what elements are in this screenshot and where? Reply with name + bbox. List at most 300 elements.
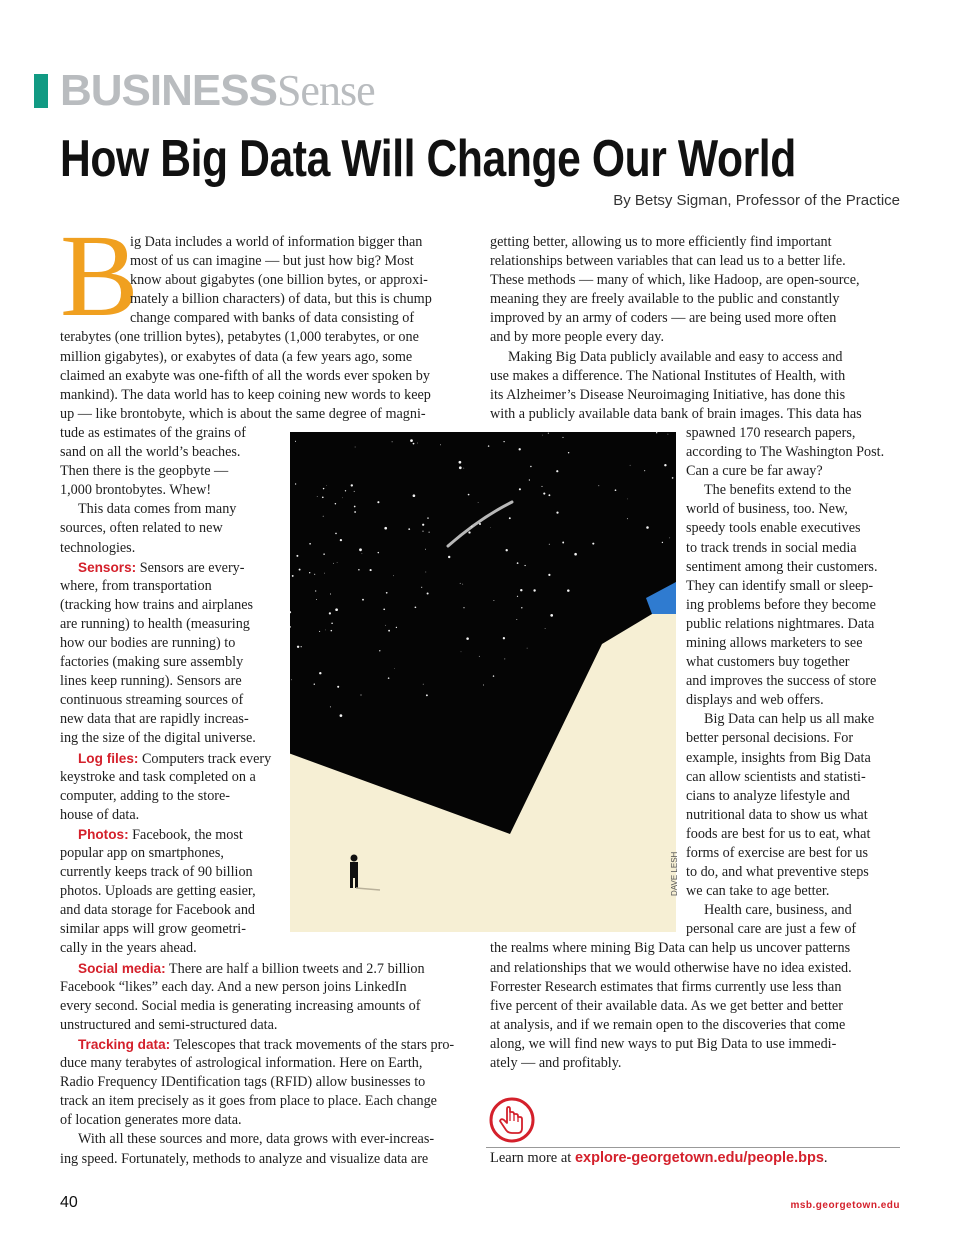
star — [548, 574, 550, 576]
line-text: meaning they are freely available to the public and constantly — [490, 291, 840, 308]
line-text: Telescopes that track movements of the stars pro- — [170, 1036, 455, 1053]
star — [295, 483, 296, 484]
line-text: Health care, business, and — [704, 902, 852, 919]
star — [314, 574, 315, 575]
star — [297, 646, 299, 648]
text-line — [686, 844, 902, 863]
text-line — [686, 920, 902, 939]
star — [479, 523, 481, 525]
star — [556, 512, 558, 514]
star — [574, 553, 577, 556]
text-line — [60, 1016, 470, 1035]
star — [468, 531, 470, 533]
line-text: Computers track every — [138, 750, 272, 767]
text-line — [686, 519, 902, 538]
star — [296, 555, 298, 557]
keyword-label: Log files: — [78, 750, 139, 766]
star — [459, 466, 462, 469]
line-text: These methods — many of which, like Hadoop, are open-source, — [490, 272, 860, 289]
line-text: of location generates more data. — [60, 1112, 242, 1129]
line-text: There are half a billion tweets and 2.7 billion — [165, 960, 425, 977]
star — [426, 694, 428, 696]
line-text: similar apps will grow geometri- — [60, 921, 246, 938]
line-text: world of business, too. New, — [686, 501, 848, 518]
line-text: and relationships that we would otherwise have no idea existed. — [490, 959, 852, 976]
star — [425, 549, 426, 550]
star — [292, 575, 294, 577]
star — [667, 434, 668, 435]
text-line — [686, 787, 902, 806]
text-line — [130, 271, 470, 290]
line-text: are running) to health (measuring — [60, 615, 250, 632]
text-line — [60, 1150, 470, 1169]
line-text: displays and web offers. — [686, 692, 824, 709]
line-text: Radio Frequency IDentification tags (RFID) allow businesses to — [60, 1074, 426, 1091]
star — [550, 614, 553, 617]
line-text: ately — and profitably. — [490, 1055, 622, 1072]
pointing-hand-icon — [489, 1097, 535, 1143]
text-line — [686, 462, 902, 481]
text-line — [490, 405, 902, 424]
star — [556, 470, 558, 472]
line-text: continuous streaming sources of — [60, 692, 244, 709]
star — [354, 491, 355, 492]
line-text: and improves the success of store — [686, 673, 877, 690]
star — [291, 679, 292, 680]
line-text: new data that are rapidly increas- — [60, 711, 249, 728]
star — [337, 562, 338, 563]
star — [483, 685, 484, 686]
line-text: This data comes from many — [78, 501, 237, 518]
text-line — [490, 386, 902, 405]
line-text: factories (making sure assembly — [60, 654, 244, 671]
text-line — [686, 672, 902, 691]
text-line — [686, 901, 902, 920]
text-line — [686, 481, 902, 500]
star — [358, 569, 360, 571]
line-text: They can identify small or sleep- — [686, 577, 874, 594]
line-text: With all these sources and more, data grows with ever-increas- — [78, 1131, 435, 1148]
text-line — [60, 1111, 470, 1130]
text-line — [686, 424, 902, 443]
star — [377, 501, 379, 503]
star — [533, 589, 535, 591]
text-line — [60, 1054, 470, 1073]
text-line — [686, 443, 902, 462]
star — [440, 444, 441, 445]
star — [460, 583, 461, 584]
line-text: improved by an army of coders — are being used more often — [490, 310, 837, 327]
star — [468, 494, 470, 496]
star — [567, 589, 570, 592]
line-text: Then there is the geopbyte — — [60, 463, 229, 480]
line-text: personal care are just a few of — [686, 921, 857, 938]
star — [545, 628, 546, 629]
star — [520, 589, 522, 591]
star — [325, 630, 326, 631]
line-text: forms of exercise are best for us — [686, 845, 868, 861]
star — [317, 496, 318, 497]
star — [388, 677, 390, 679]
star — [378, 552, 379, 553]
line-text: can allow scientists and statisti- — [686, 768, 866, 785]
text-line — [490, 290, 902, 309]
line-text: and data storage for Facebook and — [60, 902, 256, 919]
line-text: sources, often related to new — [60, 520, 223, 537]
star — [519, 488, 521, 490]
line-text: sentiment among their customers. — [686, 558, 878, 575]
line-text: 1,000 brontobytes. Whew! — [60, 482, 212, 499]
line-text: house of data. — [60, 806, 140, 823]
line-text: what customers buy together — [686, 654, 850, 671]
line-text: Facebook “likes” each day. And a new person joins LinkedIn — [60, 978, 407, 995]
star — [326, 485, 327, 486]
star — [417, 443, 418, 444]
line-text: change compared with banks of data consisting of — [130, 310, 415, 327]
star — [386, 592, 388, 594]
star — [408, 528, 410, 530]
text-line — [686, 577, 902, 596]
star — [493, 675, 494, 676]
line-text: up — like brontobyte, which is about the same degree of magni- — [60, 405, 426, 422]
line-text: along, we will find new ways to put Big Data to use immedi- — [490, 1035, 837, 1052]
star — [422, 524, 424, 526]
text-line — [60, 978, 470, 997]
star — [355, 447, 356, 448]
line-text: five percent of their available data. As we get better and better — [490, 997, 843, 1014]
star — [422, 531, 423, 532]
star — [362, 553, 363, 554]
text-line — [686, 863, 902, 882]
star — [490, 527, 491, 528]
star — [524, 565, 525, 566]
star — [379, 650, 380, 651]
line-text: Big Data can help us all make — [704, 711, 875, 728]
byline: By Betsy Sigman, Professor of the Practice — [613, 192, 900, 209]
line-text: with a publicly available data bank of brain images. This data has — [490, 405, 862, 422]
star — [630, 465, 631, 466]
star — [562, 542, 564, 544]
star — [506, 549, 508, 551]
line-text: public relations nightmares. Data — [686, 615, 875, 632]
star — [354, 506, 356, 508]
star — [315, 590, 316, 591]
line-text: million gigabytes), or exabytes of data (a few years ago, some — [60, 348, 413, 365]
star — [530, 466, 531, 467]
star — [360, 694, 361, 695]
line-text: most of us can imagine — but just how big? Most — [130, 253, 414, 270]
line-text: photos. Uploads are getting easier, — [60, 883, 256, 900]
text-line — [686, 615, 902, 634]
star — [669, 538, 670, 539]
text-line — [130, 309, 470, 328]
night-sky-illustration — [290, 432, 676, 932]
star — [337, 686, 339, 688]
star — [598, 485, 599, 486]
line-text: to do, and what preventive steps — [686, 864, 869, 881]
star — [421, 587, 422, 588]
learn-more-link[interactable]: explore-georgetown.edu/people.bps — [574, 1150, 824, 1166]
star — [319, 672, 321, 674]
line-text: popular app on smartphones, — [60, 845, 224, 861]
star — [394, 668, 395, 669]
text-line — [60, 348, 470, 367]
star — [413, 494, 416, 497]
text-line — [490, 271, 902, 290]
text-line — [490, 959, 902, 978]
star — [425, 572, 426, 573]
star — [362, 599, 364, 601]
line-text: nutritional data to show us what — [686, 806, 868, 823]
text-line — [60, 1092, 470, 1111]
star — [423, 684, 424, 685]
line-text: computer, adding to the store- — [60, 787, 231, 804]
star — [299, 569, 301, 571]
text-line — [490, 309, 902, 328]
star — [314, 683, 315, 684]
line-text: tude as estimates of the grains of — [60, 424, 246, 441]
text-line — [490, 348, 902, 367]
line-text: duce many terabytes of astrological information. Here on Earth, — [60, 1055, 423, 1072]
star — [646, 526, 649, 529]
star — [342, 498, 343, 499]
text-line — [60, 1035, 470, 1054]
line-text: ing speed. Fortunately, methods to analyze and visualize data are — [60, 1150, 429, 1167]
star — [392, 441, 393, 442]
star — [615, 489, 617, 491]
line-text: Forrester Research estimates that firms currently use less than — [490, 978, 842, 995]
text-line — [60, 405, 470, 424]
star — [330, 706, 331, 707]
line-text: Sensors are every- — [136, 559, 245, 576]
star — [370, 569, 372, 571]
line-text: Making Big Data publicly available and easy to access and — [508, 348, 843, 365]
text-line — [60, 328, 470, 347]
kicker-bold: BUSINESS — [60, 66, 277, 115]
star — [393, 575, 394, 576]
line-text: every second. Social media is generating increasing amounts of — [60, 997, 421, 1014]
text-line — [490, 1035, 902, 1054]
text-line — [130, 252, 470, 271]
star — [384, 527, 387, 530]
line-text: where, from transportation — [60, 577, 212, 594]
star — [529, 479, 530, 480]
star — [427, 517, 428, 518]
line-text: cians to analyze lifestyle and — [686, 787, 850, 804]
drop-cap: B — [60, 210, 139, 341]
star — [323, 516, 324, 517]
star — [448, 556, 450, 558]
star — [323, 553, 325, 555]
line-text: cally in the years ahead. — [60, 940, 197, 957]
star — [662, 542, 663, 543]
line-text: mately a billion characters) of data, but this is chump — [130, 291, 432, 308]
star — [517, 596, 518, 597]
star — [517, 562, 519, 564]
text-line — [60, 959, 470, 978]
text-line — [490, 1054, 902, 1073]
line-text: and by more people every day. — [490, 329, 664, 346]
star — [541, 486, 542, 487]
learn-suffix: . — [823, 1150, 828, 1166]
line-text: terabytes (one trillion bytes), petabytes (1,000 terabytes, or one — [60, 329, 419, 346]
star — [383, 608, 385, 610]
line-text: Facebook, the most — [128, 826, 243, 843]
line-text: ing problems before they become — [686, 596, 876, 613]
star — [479, 656, 480, 657]
star — [493, 600, 494, 601]
line-text: claimed an exabyte was one-fifth of all the words ever spoken by — [60, 367, 430, 384]
site-url: msb.georgetown.edu — [790, 1200, 900, 1211]
star — [478, 502, 479, 503]
text-line — [686, 500, 902, 519]
star — [664, 464, 666, 466]
star — [509, 517, 511, 519]
text-line — [490, 328, 902, 347]
line-text: example, insights from Big Data — [686, 749, 871, 766]
text-line — [686, 882, 902, 901]
line-text: the realms where mining Big Data can help us uncover patterns — [490, 940, 851, 957]
text-line — [60, 997, 470, 1016]
section-kicker — [60, 64, 375, 118]
line-text: its Alzheimer’s Disease Neuroimaging Initiative, has done this — [490, 386, 846, 403]
keyword-label: Social media: — [78, 960, 166, 976]
star — [503, 637, 505, 639]
line-text: unstructured and semi-structured data. — [60, 1016, 278, 1033]
text-line — [686, 596, 902, 615]
line-text: (tracking how trains and airplanes — [60, 596, 254, 613]
line-text: track an item precisely as it goes from place to place. Each change — [60, 1093, 437, 1110]
text-line — [130, 233, 470, 252]
star — [543, 493, 545, 495]
star — [463, 468, 464, 469]
star — [331, 622, 333, 624]
text-line — [60, 1073, 470, 1092]
star — [385, 625, 386, 626]
line-text: technologies. — [60, 539, 136, 556]
star — [459, 461, 462, 464]
star — [322, 496, 324, 498]
keyword-label: Photos: — [78, 826, 129, 842]
line-text: know about gigabytes (one billion bytes, or approxi- — [130, 272, 428, 289]
text-line — [490, 997, 902, 1016]
line-text: getting better, allowing us to more efficiently find important — [490, 234, 832, 250]
text-line — [686, 768, 902, 787]
star — [396, 627, 397, 628]
star — [345, 490, 346, 491]
text-line — [686, 539, 902, 558]
line-text: mankind). The data world has to keep coining new words to keep — [60, 386, 431, 403]
line-text: ig Data includes a world of information bigger than — [130, 234, 423, 250]
text-line — [686, 653, 902, 672]
star — [335, 533, 337, 535]
star — [333, 563, 334, 564]
star — [329, 612, 331, 614]
keyword-label: Sensors: — [78, 559, 137, 575]
star — [324, 573, 325, 574]
star — [309, 543, 311, 545]
line-text: how our bodies are running) to — [60, 634, 236, 651]
star — [415, 606, 417, 608]
line-text: sand on all the world’s beaches. — [60, 444, 241, 461]
kicker-light: Sense — [276, 66, 375, 115]
text-line — [60, 386, 470, 405]
star — [427, 592, 429, 594]
text-line — [686, 710, 902, 729]
star — [340, 714, 343, 717]
star — [331, 630, 333, 632]
text-line — [686, 729, 902, 748]
star — [462, 584, 463, 585]
line-text: Can a cure be far away? — [686, 463, 823, 480]
star — [516, 619, 517, 620]
star — [335, 608, 338, 611]
text-line — [490, 978, 902, 997]
text-line — [686, 691, 902, 710]
line-text: ing the size of the digital universe. — [60, 730, 256, 747]
star — [309, 572, 310, 573]
line-text: use makes a difference. The National Institutes of Health, with — [490, 367, 846, 384]
star — [351, 484, 353, 486]
line-text: at analysis, and if we remain open to the discoveries that come — [490, 1016, 846, 1033]
star — [527, 648, 528, 649]
star — [354, 511, 356, 513]
star — [504, 658, 505, 659]
line-text: keystroke and task completed on a — [60, 768, 256, 785]
line-text: to track trends in social media — [686, 539, 857, 556]
footer-rule — [486, 1147, 900, 1148]
text-line — [60, 939, 470, 958]
star — [627, 518, 628, 519]
star — [388, 630, 390, 632]
text-line — [686, 558, 902, 577]
star — [568, 452, 569, 453]
photo-credit: DAVE LESH — [670, 851, 679, 896]
star — [503, 441, 504, 442]
star — [319, 631, 320, 632]
illustration — [290, 432, 676, 932]
learn-prefix: Learn more at — [490, 1150, 575, 1166]
line-text: according to The Washington Post. — [686, 444, 885, 461]
text-line — [60, 367, 470, 386]
line-text: The benefits extend to the — [704, 482, 852, 499]
line-text: better personal decisions. For — [686, 730, 854, 747]
line-text: lines keep running). Sensors are — [60, 673, 242, 690]
line-text: speedy tools enable executives — [686, 520, 861, 537]
text-line — [490, 1016, 902, 1035]
text-line — [490, 939, 902, 958]
star — [549, 544, 550, 545]
keyword-label: Tracking data: — [78, 1036, 171, 1052]
star — [488, 445, 489, 446]
text-line — [490, 367, 902, 386]
line-text: currently keeps track of 90 billion — [60, 864, 253, 881]
section-marker — [34, 74, 48, 108]
star — [463, 607, 464, 608]
star — [627, 499, 628, 500]
line-text: relationships between variables that can lead us to a better life. — [490, 253, 846, 270]
star — [340, 539, 342, 541]
text-line — [60, 1130, 470, 1149]
star — [548, 494, 550, 496]
star — [656, 432, 657, 433]
star — [644, 470, 645, 471]
star — [521, 607, 522, 608]
text-line — [686, 806, 902, 825]
line-text: foods are best for us to eat, what — [686, 825, 871, 842]
star — [410, 439, 413, 442]
star — [429, 532, 430, 533]
